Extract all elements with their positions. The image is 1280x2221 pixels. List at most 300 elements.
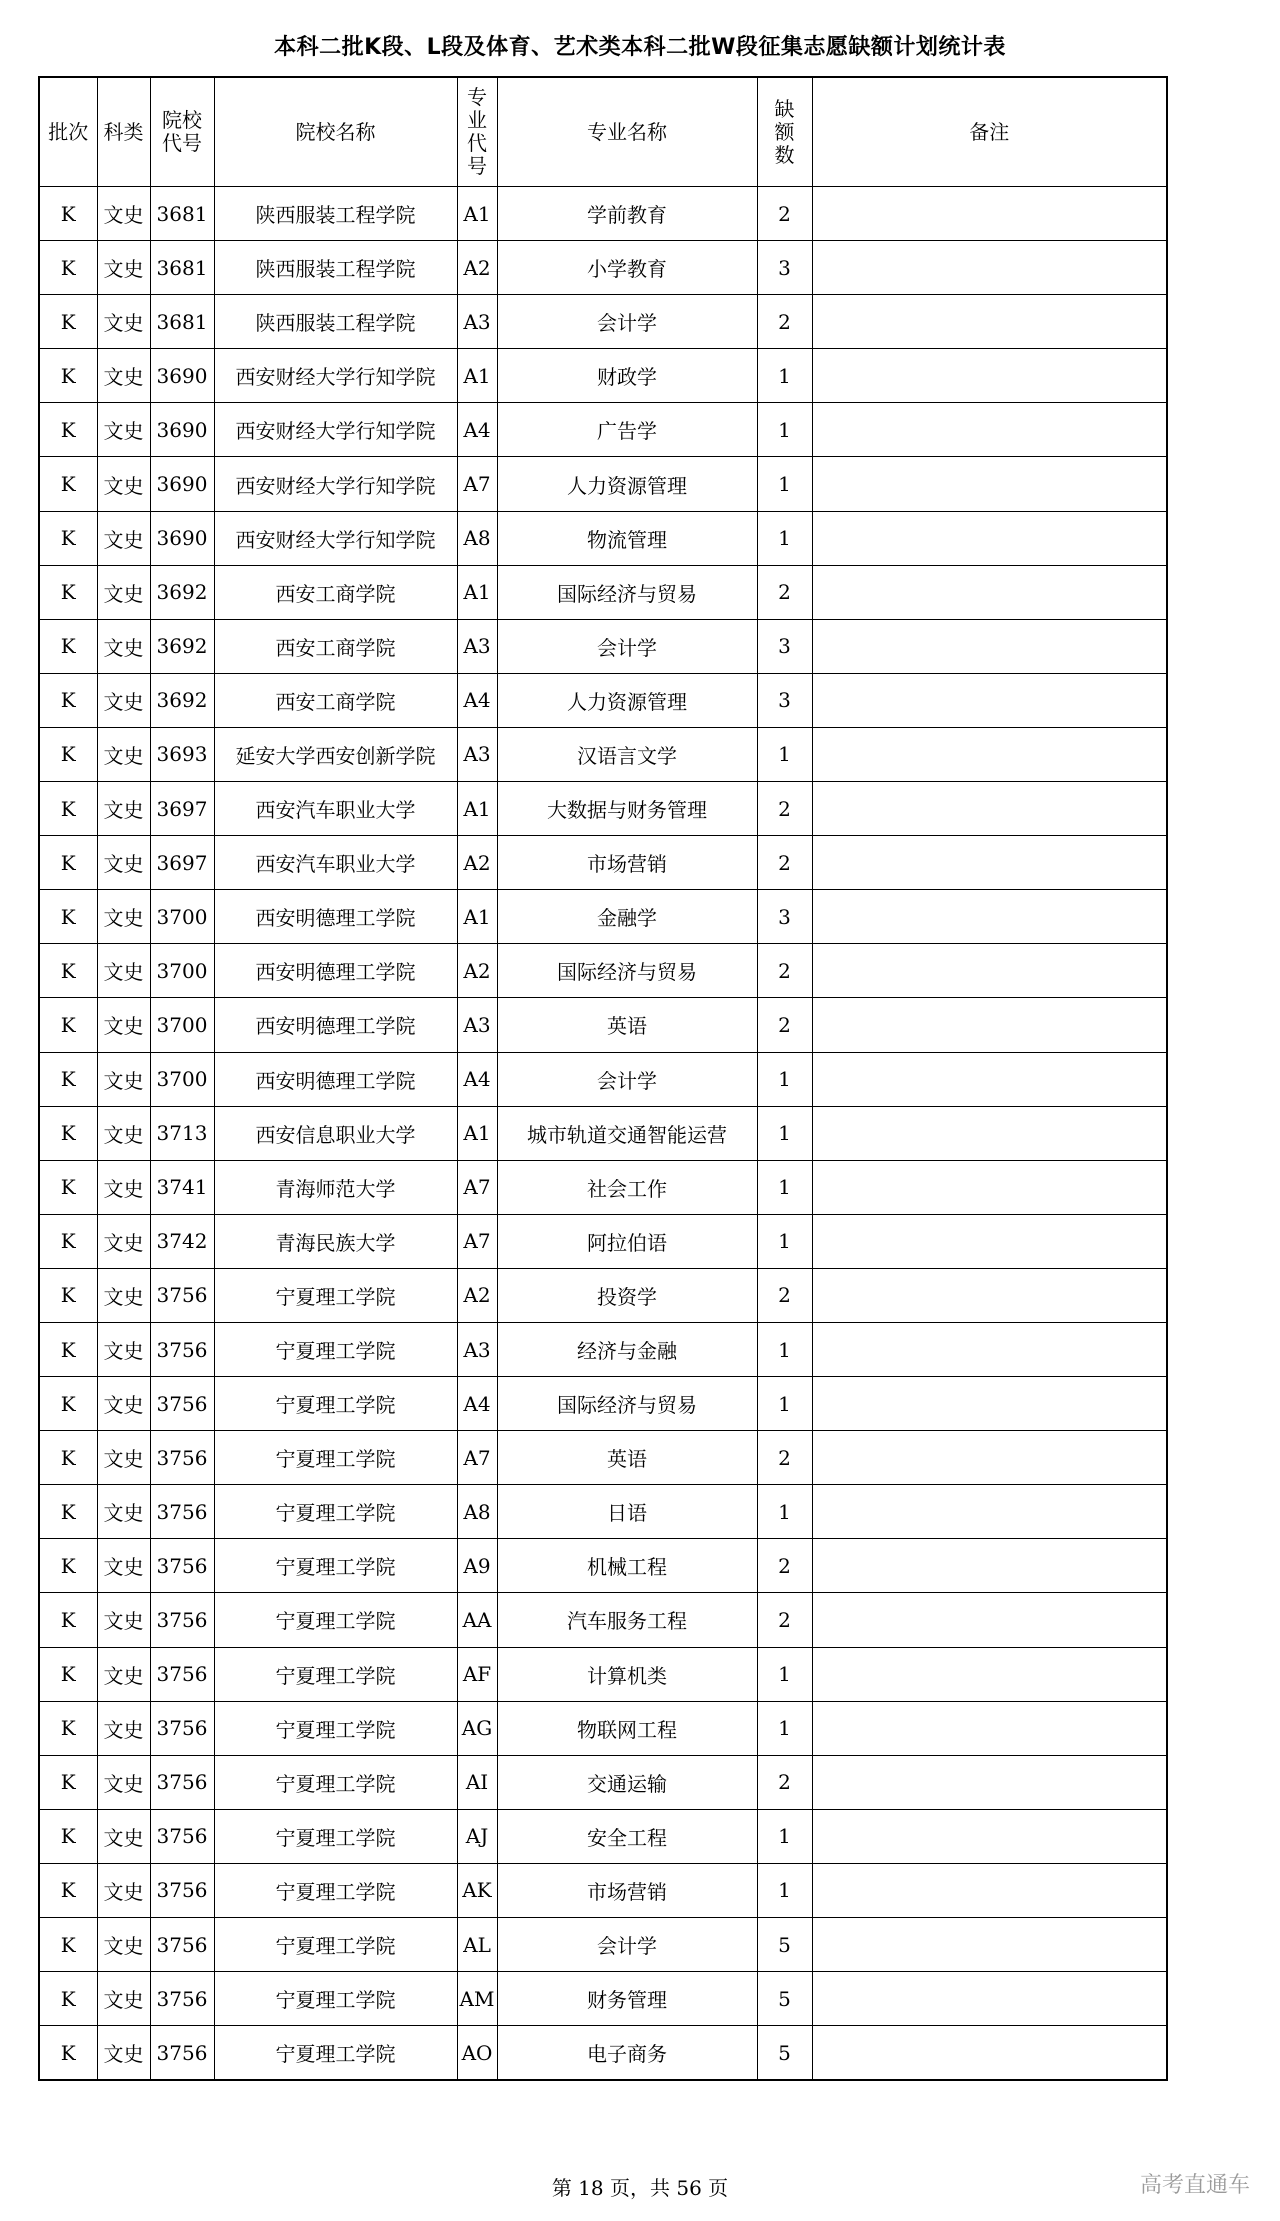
table-row: [39, 1431, 1167, 1485]
cell-major-code: A8: [457, 1485, 497, 1539]
cell-remarks: [812, 1485, 1167, 1539]
cell-school-code: 3700: [150, 1052, 214, 1106]
cell-quota: 1: [757, 1052, 812, 1106]
table-row: [39, 349, 1167, 403]
cell-school-name: 宁夏理工学院: [214, 1431, 457, 1485]
cell-major-name: 机械工程: [497, 1539, 757, 1593]
quota-table: [38, 76, 1168, 2081]
cell-major-code: A7: [457, 1160, 497, 1214]
cell-batch: K: [39, 1972, 97, 2026]
cell-major-name: 财务管理: [497, 1972, 757, 2026]
cell-batch: K: [39, 457, 97, 511]
cell-remarks: [812, 836, 1167, 890]
cell-major-name: 经济与金融: [497, 1322, 757, 1376]
cell-remarks: [812, 1268, 1167, 1322]
cell-category: 文史: [97, 403, 150, 457]
cell-batch: K: [39, 349, 97, 403]
table-row: [39, 1755, 1167, 1809]
cell-batch: K: [39, 1593, 97, 1647]
cell-quota: 1: [757, 1647, 812, 1701]
cell-remarks: [812, 1377, 1167, 1431]
cell-category: 文史: [97, 2026, 150, 2081]
cell-major-code: A4: [457, 1052, 497, 1106]
cell-remarks: [812, 1863, 1167, 1917]
cell-major-name: 投资学: [497, 1268, 757, 1322]
cell-batch: K: [39, 187, 97, 241]
cell-category: 文史: [97, 565, 150, 619]
cell-major-code: A7: [457, 1431, 497, 1485]
cell-school-code: 3713: [150, 1106, 214, 1160]
cell-category: 文史: [97, 1972, 150, 2026]
cell-major-name: 国际经济与贸易: [497, 944, 757, 998]
cell-major-code: A9: [457, 1539, 497, 1593]
cell-quota: 2: [757, 1539, 812, 1593]
cell-remarks: [812, 457, 1167, 511]
cell-major-name: 阿拉伯语: [497, 1214, 757, 1268]
cell-major-code: A8: [457, 511, 497, 565]
table-row: [39, 1052, 1167, 1106]
cell-category: 文史: [97, 1918, 150, 1972]
cell-school-name: 西安明德理工学院: [214, 890, 457, 944]
cell-category: 文史: [97, 295, 150, 349]
cell-quota: 2: [757, 1431, 812, 1485]
cell-school-code: 3690: [150, 511, 214, 565]
cell-category: 文史: [97, 1593, 150, 1647]
table-row: [39, 944, 1167, 998]
cell-major-code: AA: [457, 1593, 497, 1647]
table-row: [39, 619, 1167, 673]
cell-school-code: 3756: [150, 1593, 214, 1647]
cell-category: 文史: [97, 187, 150, 241]
cell-remarks: [812, 1431, 1167, 1485]
cell-major-code: A7: [457, 1214, 497, 1268]
cell-category: 文史: [97, 944, 150, 998]
cell-remarks: [812, 944, 1167, 998]
cell-school-name: 陕西服装工程学院: [214, 241, 457, 295]
table-row: [39, 836, 1167, 890]
cell-major-name: 日语: [497, 1485, 757, 1539]
cell-major-code: AJ: [457, 1809, 497, 1863]
cell-batch: K: [39, 1539, 97, 1593]
cell-major-name: 国际经济与贸易: [497, 565, 757, 619]
table-row: [39, 1485, 1167, 1539]
cell-school-code: 3756: [150, 1322, 214, 1376]
header-major-code: 专业代号: [457, 77, 497, 187]
cell-batch: K: [39, 1918, 97, 1972]
cell-quota: 2: [757, 998, 812, 1052]
cell-remarks: [812, 619, 1167, 673]
cell-batch: K: [39, 295, 97, 349]
cell-school-name: 延安大学西安创新学院: [214, 727, 457, 781]
header-category: 科类: [97, 77, 150, 187]
cell-category: 文史: [97, 1160, 150, 1214]
table-row: [39, 457, 1167, 511]
table-row: [39, 1322, 1167, 1376]
table-row: [39, 1972, 1167, 2026]
cell-remarks: [812, 1593, 1167, 1647]
cell-school-name: 宁夏理工学院: [214, 1647, 457, 1701]
cell-batch: K: [39, 1052, 97, 1106]
cell-major-name: 城市轨道交通智能运营: [497, 1106, 757, 1160]
cell-school-code: 3681: [150, 187, 214, 241]
cell-category: 文史: [97, 890, 150, 944]
cell-remarks: [812, 2026, 1167, 2081]
cell-major-name: 交通运输: [497, 1755, 757, 1809]
cell-school-name: 陕西服装工程学院: [214, 295, 457, 349]
cell-major-code: A2: [457, 836, 497, 890]
cell-quota: 1: [757, 1214, 812, 1268]
cell-category: 文史: [97, 511, 150, 565]
table-row: [39, 1918, 1167, 1972]
cell-quota: 2: [757, 782, 812, 836]
cell-batch: K: [39, 1485, 97, 1539]
cell-school-name: 宁夏理工学院: [214, 1322, 457, 1376]
cell-major-code: AK: [457, 1863, 497, 1917]
cell-batch: K: [39, 673, 97, 727]
cell-school-name: 西安信息职业大学: [214, 1106, 457, 1160]
cell-category: 文史: [97, 619, 150, 673]
cell-major-code: A2: [457, 241, 497, 295]
header-school-name: 院校名称: [214, 77, 457, 187]
cell-major-name: 人力资源管理: [497, 673, 757, 727]
cell-category: 文史: [97, 782, 150, 836]
cell-quota: 3: [757, 673, 812, 727]
cell-batch: K: [39, 1322, 97, 1376]
cell-major-code: A4: [457, 403, 497, 457]
cell-school-name: 西安汽车职业大学: [214, 782, 457, 836]
cell-category: 文史: [97, 349, 150, 403]
cell-school-name: 西安工商学院: [214, 565, 457, 619]
cell-quota: 1: [757, 1377, 812, 1431]
cell-school-name: 西安财经大学行知学院: [214, 403, 457, 457]
cell-quota: 1: [757, 727, 812, 781]
table-row: [39, 673, 1167, 727]
cell-quota: 1: [757, 511, 812, 565]
cell-batch: K: [39, 727, 97, 781]
cell-major-code: A1: [457, 782, 497, 836]
cell-major-name: 金融学: [497, 890, 757, 944]
table-body: [39, 187, 1167, 2081]
table-row: [39, 998, 1167, 1052]
cell-school-code: 3756: [150, 1485, 214, 1539]
cell-batch: K: [39, 1809, 97, 1863]
cell-major-code: A3: [457, 295, 497, 349]
table-row: [39, 1647, 1167, 1701]
cell-remarks: [812, 403, 1167, 457]
cell-school-name: 宁夏理工学院: [214, 2026, 457, 2081]
cell-batch: K: [39, 836, 97, 890]
cell-school-code: 3756: [150, 1377, 214, 1431]
cell-quota: 3: [757, 241, 812, 295]
table-row: [39, 1214, 1167, 1268]
table-header-row: [39, 77, 1167, 187]
cell-school-code: 3692: [150, 565, 214, 619]
cell-quota: 1: [757, 457, 812, 511]
cell-batch: K: [39, 1214, 97, 1268]
cell-school-name: 西安工商学院: [214, 619, 457, 673]
page-title: 本科二批K段、L段及体育、艺术类本科二批W段征集志愿缺额计划统计表: [274, 35, 1006, 60]
cell-batch: K: [39, 890, 97, 944]
cell-school-code: 3741: [150, 1160, 214, 1214]
table-row: [39, 1106, 1167, 1160]
cell-school-name: 宁夏理工学院: [214, 1377, 457, 1431]
cell-major-code: A1: [457, 187, 497, 241]
cell-school-code: 3697: [150, 836, 214, 890]
cell-major-name: 广告学: [497, 403, 757, 457]
cell-major-code: AM: [457, 1972, 497, 2026]
cell-school-name: 青海民族大学: [214, 1214, 457, 1268]
table-row: [39, 1809, 1167, 1863]
cell-remarks: [812, 1701, 1167, 1755]
cell-school-code: 3756: [150, 1539, 214, 1593]
cell-category: 文史: [97, 1755, 150, 1809]
cell-remarks: [812, 1214, 1167, 1268]
table-row: [39, 565, 1167, 619]
cell-quota: 1: [757, 403, 812, 457]
cell-quota: 5: [757, 1918, 812, 1972]
cell-major-code: A3: [457, 727, 497, 781]
cell-remarks: [812, 1160, 1167, 1214]
cell-school-name: 西安明德理工学院: [214, 944, 457, 998]
page-footer: 第 18 页，共 56 页: [551, 2176, 729, 2200]
cell-major-name: 英语: [497, 998, 757, 1052]
cell-batch: K: [39, 565, 97, 619]
cell-category: 文史: [97, 1485, 150, 1539]
cell-category: 文史: [97, 727, 150, 781]
cell-quota: 1: [757, 1322, 812, 1376]
cell-school-name: 西安明德理工学院: [214, 1052, 457, 1106]
cell-batch: K: [39, 241, 97, 295]
cell-remarks: [812, 1918, 1167, 1972]
cell-remarks: [812, 1106, 1167, 1160]
watermark: 高考直通车: [1140, 2173, 1251, 2198]
cell-remarks: [812, 1322, 1167, 1376]
table-row: [39, 1377, 1167, 1431]
cell-major-name: 物流管理: [497, 511, 757, 565]
cell-quota: 2: [757, 944, 812, 998]
cell-category: 文史: [97, 241, 150, 295]
cell-category: 文史: [97, 1268, 150, 1322]
cell-major-name: 安全工程: [497, 1809, 757, 1863]
cell-remarks: [812, 241, 1167, 295]
table-row: [39, 890, 1167, 944]
cell-major-name: 市场营销: [497, 1863, 757, 1917]
cell-major-code: AF: [457, 1647, 497, 1701]
table-row: [39, 187, 1167, 241]
table-row: [39, 1593, 1167, 1647]
cell-quota: 1: [757, 1809, 812, 1863]
cell-major-name: 大数据与财务管理: [497, 782, 757, 836]
cell-quota: 2: [757, 565, 812, 619]
cell-school-name: 宁夏理工学院: [214, 1539, 457, 1593]
cell-major-code: AI: [457, 1755, 497, 1809]
cell-remarks: [812, 890, 1167, 944]
cell-quota: 5: [757, 1972, 812, 2026]
cell-batch: K: [39, 511, 97, 565]
cell-school-name: 西安财经大学行知学院: [214, 349, 457, 403]
cell-school-code: 3690: [150, 403, 214, 457]
table-row: [39, 2026, 1167, 2081]
cell-school-code: 3692: [150, 619, 214, 673]
cell-quota: 2: [757, 1593, 812, 1647]
cell-quota: 5: [757, 2026, 812, 2081]
cell-school-code: 3742: [150, 1214, 214, 1268]
table-row: [39, 1863, 1167, 1917]
cell-category: 文史: [97, 1809, 150, 1863]
cell-school-name: 宁夏理工学院: [214, 1809, 457, 1863]
cell-school-name: 宁夏理工学院: [214, 1972, 457, 2026]
cell-school-code: 3697: [150, 782, 214, 836]
cell-remarks: [812, 782, 1167, 836]
cell-batch: K: [39, 1106, 97, 1160]
cell-major-name: 市场营销: [497, 836, 757, 890]
cell-major-name: 汉语言文学: [497, 727, 757, 781]
cell-school-name: 宁夏理工学院: [214, 1755, 457, 1809]
cell-major-name: 物联网工程: [497, 1701, 757, 1755]
table-row: [39, 1539, 1167, 1593]
cell-major-code: A2: [457, 1268, 497, 1322]
cell-major-name: 会计学: [497, 1052, 757, 1106]
cell-school-name: 宁夏理工学院: [214, 1485, 457, 1539]
cell-quota: 2: [757, 836, 812, 890]
cell-major-code: AO: [457, 2026, 497, 2081]
cell-batch: K: [39, 2026, 97, 2081]
cell-school-code: 3692: [150, 673, 214, 727]
cell-batch: K: [39, 1160, 97, 1214]
cell-school-name: 宁夏理工学院: [214, 1701, 457, 1755]
table-row: [39, 295, 1167, 349]
cell-school-name: 青海师范大学: [214, 1160, 457, 1214]
cell-school-code: 3700: [150, 944, 214, 998]
cell-quota: 2: [757, 295, 812, 349]
cell-major-name: 小学教育: [497, 241, 757, 295]
cell-category: 文史: [97, 1052, 150, 1106]
cell-batch: K: [39, 1863, 97, 1917]
table-row: [39, 241, 1167, 295]
cell-school-code: 3756: [150, 1701, 214, 1755]
cell-remarks: [812, 1755, 1167, 1809]
cell-major-name: 汽车服务工程: [497, 1593, 757, 1647]
cell-school-code: 3681: [150, 295, 214, 349]
cell-school-code: 3756: [150, 1647, 214, 1701]
cell-major-code: A1: [457, 565, 497, 619]
cell-major-name: 国际经济与贸易: [497, 1377, 757, 1431]
table-row: [39, 1160, 1167, 1214]
cell-major-name: 学前教育: [497, 187, 757, 241]
cell-major-name: 会计学: [497, 295, 757, 349]
header-remarks: 备注: [812, 77, 1167, 187]
cell-batch: K: [39, 1377, 97, 1431]
cell-category: 文史: [97, 1701, 150, 1755]
cell-batch: K: [39, 403, 97, 457]
cell-category: 文史: [97, 1214, 150, 1268]
table-row: [39, 1701, 1167, 1755]
cell-batch: K: [39, 1431, 97, 1485]
cell-school-name: 陕西服装工程学院: [214, 187, 457, 241]
cell-school-code: 3690: [150, 349, 214, 403]
table-row: [39, 727, 1167, 781]
table-row: [39, 511, 1167, 565]
cell-quota: 3: [757, 890, 812, 944]
cell-school-name: 宁夏理工学院: [214, 1593, 457, 1647]
cell-major-code: A4: [457, 1377, 497, 1431]
cell-batch: K: [39, 619, 97, 673]
cell-remarks: [812, 187, 1167, 241]
cell-remarks: [812, 1972, 1167, 2026]
cell-quota: 1: [757, 1863, 812, 1917]
cell-category: 文史: [97, 836, 150, 890]
cell-major-name: 社会工作: [497, 1160, 757, 1214]
cell-batch: K: [39, 998, 97, 1052]
cell-category: 文史: [97, 998, 150, 1052]
cell-major-name: 电子商务: [497, 2026, 757, 2081]
cell-school-name: 宁夏理工学院: [214, 1863, 457, 1917]
header-major-name: 专业名称: [497, 77, 757, 187]
cell-remarks: [812, 1809, 1167, 1863]
table-row: [39, 782, 1167, 836]
cell-remarks: [812, 1647, 1167, 1701]
cell-remarks: [812, 349, 1167, 403]
cell-batch: K: [39, 1647, 97, 1701]
cell-remarks: [812, 295, 1167, 349]
cell-school-code: 3700: [150, 998, 214, 1052]
cell-category: 文史: [97, 457, 150, 511]
cell-major-code: A3: [457, 1322, 497, 1376]
cell-major-name: 英语: [497, 1431, 757, 1485]
cell-major-code: A1: [457, 890, 497, 944]
cell-category: 文史: [97, 1431, 150, 1485]
cell-school-code: 3700: [150, 890, 214, 944]
header-quota: 缺额数: [757, 77, 812, 187]
cell-category: 文史: [97, 673, 150, 727]
cell-quota: 2: [757, 187, 812, 241]
cell-major-code: A1: [457, 1106, 497, 1160]
cell-major-name: 人力资源管理: [497, 457, 757, 511]
cell-remarks: [812, 727, 1167, 781]
cell-major-code: AL: [457, 1918, 497, 1972]
cell-school-code: 3690: [150, 457, 214, 511]
cell-major-name: 财政学: [497, 349, 757, 403]
cell-batch: K: [39, 944, 97, 998]
cell-remarks: [812, 1539, 1167, 1593]
cell-quota: 1: [757, 1160, 812, 1214]
cell-major-code: A3: [457, 998, 497, 1052]
cell-school-code: 3756: [150, 1972, 214, 2026]
cell-quota: 1: [757, 1106, 812, 1160]
cell-school-code: 3756: [150, 1918, 214, 1972]
cell-quota: 1: [757, 349, 812, 403]
cell-quota: 1: [757, 1485, 812, 1539]
cell-remarks: [812, 673, 1167, 727]
cell-school-code: 3756: [150, 1809, 214, 1863]
cell-school-name: 西安财经大学行知学院: [214, 511, 457, 565]
cell-batch: K: [39, 782, 97, 836]
cell-quota: 3: [757, 619, 812, 673]
cell-quota: 2: [757, 1755, 812, 1809]
cell-major-name: 计算机类: [497, 1647, 757, 1701]
cell-remarks: [812, 1052, 1167, 1106]
cell-remarks: [812, 565, 1167, 619]
cell-remarks: [812, 998, 1167, 1052]
cell-major-code: A2: [457, 944, 497, 998]
cell-school-code: 3681: [150, 241, 214, 295]
cell-quota: 1: [757, 1701, 812, 1755]
cell-school-name: 西安财经大学行知学院: [214, 457, 457, 511]
header-batch: 批次: [39, 77, 97, 187]
cell-category: 文史: [97, 1863, 150, 1917]
table-row: [39, 403, 1167, 457]
cell-remarks: [812, 511, 1167, 565]
